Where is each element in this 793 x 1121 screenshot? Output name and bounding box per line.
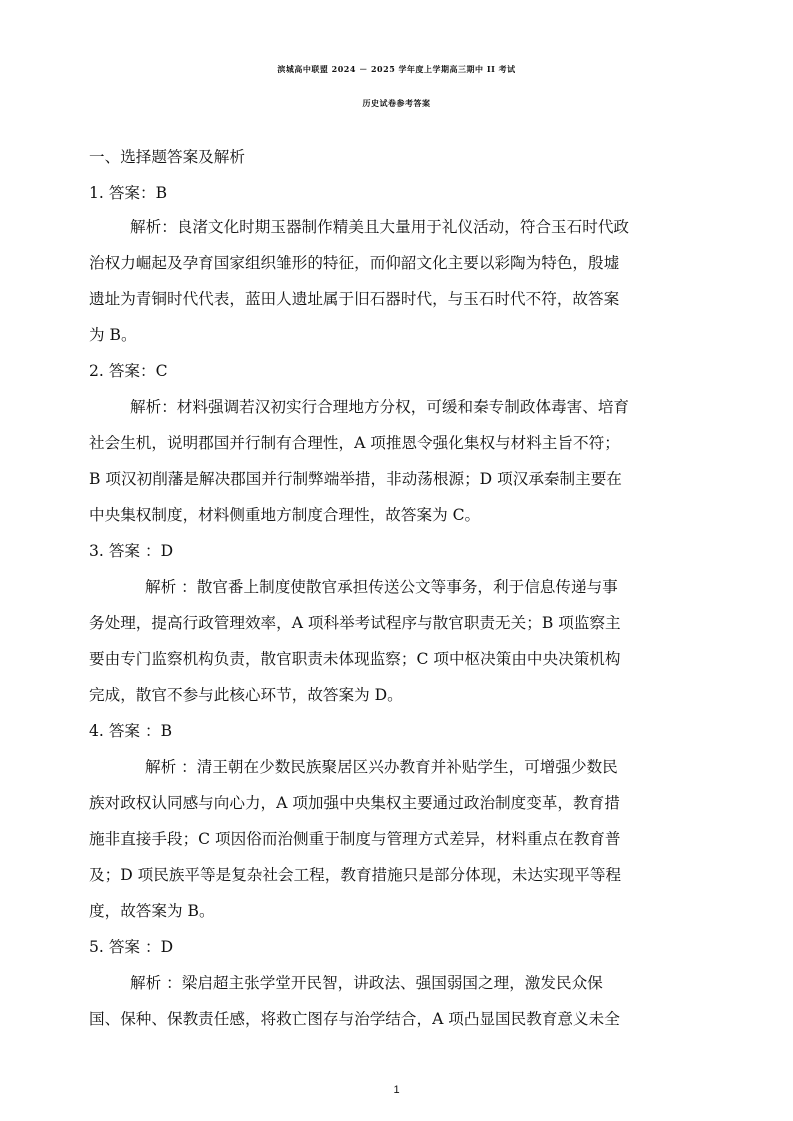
explanation-line: 要由专门监察机构负责，散官职责未体现监察；C 项中枢决策由中央决策机构 [89,650,621,668]
explanation-line: 族对政权认同感与向心力，A 项加强中央集权主要通过政治制度变革，教育措 [89,794,620,812]
explanation-line: 国、保种、保教责任感，将救亡图存与治学结合，A 项凸显国民教育意义未全 [89,1010,620,1028]
document-title: 滨城高中联盟 2024 － 2025 学年度上学期高三期中 II 考试 [277,64,516,74]
explanation-line: 为 B。 [89,326,137,344]
page-number: 1 [393,1084,400,1096]
explanation-line: 治权力崛起及孕育国家组织雏形的特征，而仰韶文化主要以彩陶为特色，殷墟 [89,254,620,272]
explanation-line: 解析 ：清王朝在少数民族聚居区兴办教育并补贴学生，可增强少数民 [145,758,618,776]
explanation-line: 遗址为青铜时代代表，蓝田人遗址属于旧石器时代，与玉石时代不符，故答案 [89,290,620,308]
answer-line: 1. 答案：B [89,184,168,202]
explanation-line: 解析：材料强调若汉初实行合理地方分权，可缓和秦专制政体毒害、培育 [130,398,630,416]
answer-line: 5. 答案 ：D [89,938,174,956]
explanation-line: 社会生机，说明郡国并行制有合理性，A 项推恩令强化集权与材料主旨不符； [89,434,620,452]
explanation-line: 及；D 项民族平等是复杂社会工程，教育措施只是部分体现，未达实现平等程 [89,866,622,884]
explanation-line: 中央集权制度，材料侧重地方制度合理性，故答案为 C。 [89,506,481,524]
explanation-line: 施非直接手段；C 项因俗而治侧重于制度与管理方式差异，材料重点在教育普 [89,830,621,848]
explanation-line: 务处理，提高行政管理效率，A 项科举考试程序与散官职责无关；B 项监察主 [89,614,621,632]
document-subtitle: 历史试卷参考答案 [362,98,431,108]
section-heading: 一、选择题答案及解析 [89,148,245,166]
explanation-line: 完成，散官不参与此核心环节，故答案为 D。 [89,686,403,704]
explanation-line: 解析 ：散官番上制度使散官承担传送公文等事务，利于信息传递与事 [145,578,618,596]
answer-line: 2. 答案：C [89,362,168,380]
answer-line: 4. 答案 ：B [89,722,173,740]
explanation-line: 度，故答案为 B。 [89,902,215,920]
explanation-line: B 项汉初削藩是解决郡国并行制弊端举措，非动荡根源；D 项汉承秦制主要在 [89,470,622,488]
answer-line: 3. 答案 ：D [89,542,174,560]
explanation-line: 解析 ：梁启超主张学堂开民智，讲政法、强国弱国之理，激发民众保 [130,974,603,992]
explanation-line: 解析：良渚文化时期玉器制作精美且大量用于礼仪活动，符合玉石时代政 [130,218,630,236]
